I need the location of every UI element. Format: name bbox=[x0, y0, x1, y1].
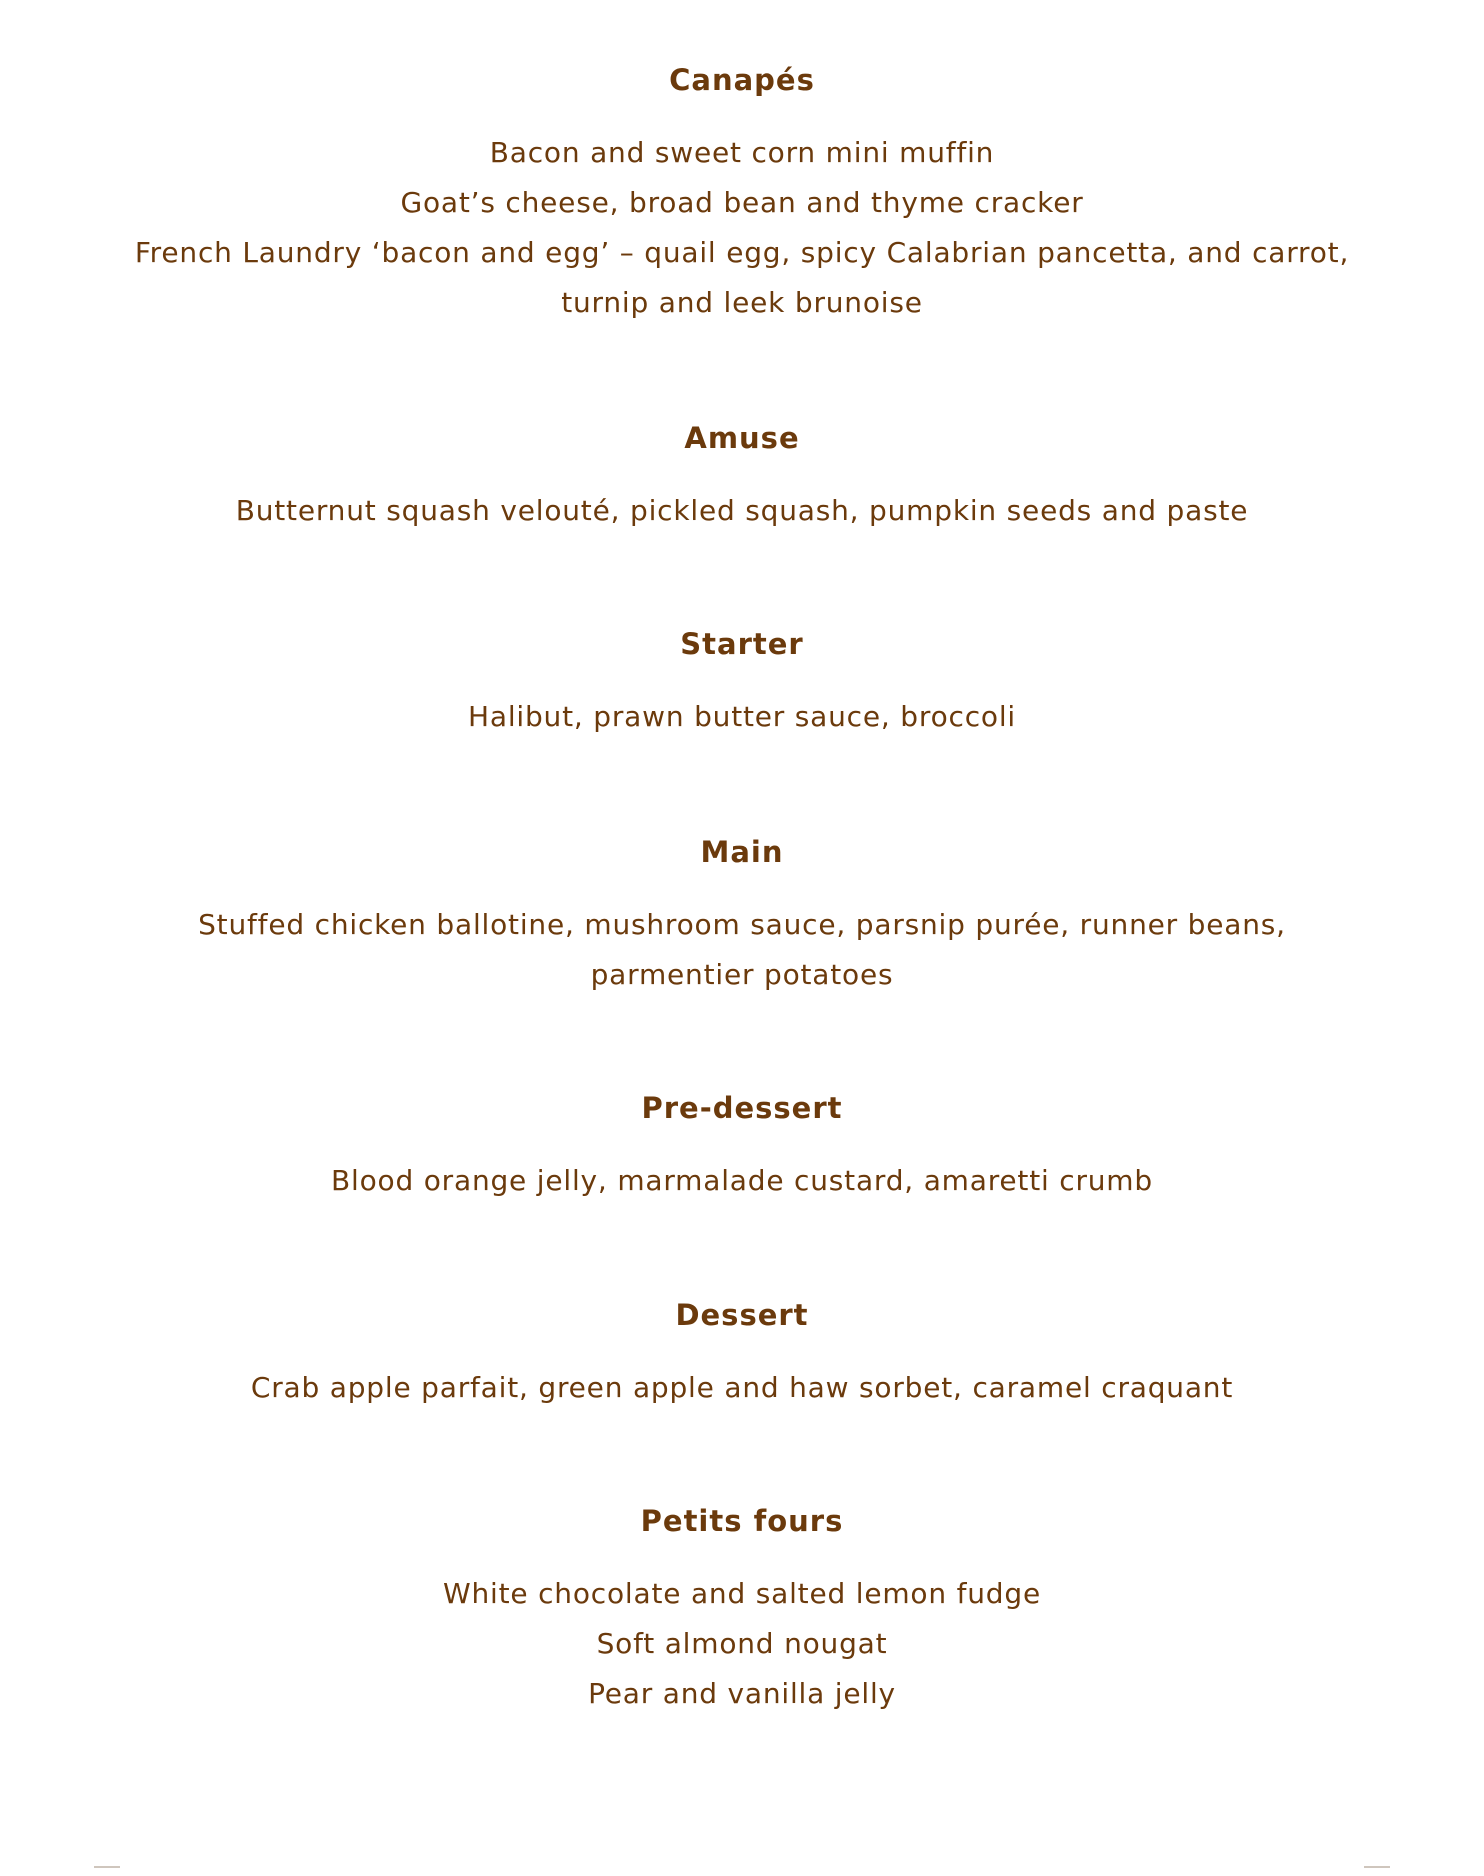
page-corner-mark bbox=[1364, 1866, 1390, 1868]
menu-item: Goat’s cheese, broad bean and thyme cracker bbox=[400, 186, 1084, 219]
section-items bbox=[0, 1156, 1484, 1206]
section-title: Amuse bbox=[684, 421, 800, 455]
section-title: Starter bbox=[680, 627, 804, 661]
section-main bbox=[0, 832, 1484, 1000]
menu-item: White chocolate and salted lemon fudge bbox=[443, 1577, 1041, 1610]
section-starter bbox=[0, 624, 1484, 742]
section-title: Canapés bbox=[669, 63, 815, 97]
menu-item: Stuffed chicken ballotine, mushroom sauce, parsnip purée, runner beans, bbox=[198, 908, 1286, 941]
section-dessert bbox=[0, 1295, 1484, 1413]
section-title: Main bbox=[700, 835, 784, 869]
menu-item: Blood orange jelly, marmalade custard, amaretti crumb bbox=[331, 1164, 1153, 1197]
section-canapes bbox=[0, 60, 1484, 328]
section-title: Pre-dessert bbox=[641, 1091, 843, 1125]
section-petits-fours bbox=[0, 1501, 1484, 1719]
menu-item: Halibut, prawn butter sauce, broccoli bbox=[468, 700, 1016, 733]
section-items bbox=[0, 128, 1484, 328]
menu-item: Crab apple parfait, green apple and haw sorbet, caramel craquant bbox=[250, 1371, 1234, 1404]
section-title: Dessert bbox=[675, 1298, 809, 1332]
section-items bbox=[0, 486, 1484, 536]
section-items bbox=[0, 1569, 1484, 1719]
section-amuse bbox=[0, 418, 1484, 536]
menu-item: parmentier potatoes bbox=[590, 958, 894, 991]
section-items bbox=[0, 900, 1484, 1000]
section-title: Petits fours bbox=[640, 1504, 844, 1538]
section-pre-dessert bbox=[0, 1088, 1484, 1206]
page-corner-mark bbox=[94, 1866, 120, 1868]
menu-item: Bacon and sweet corn mini muffin bbox=[489, 136, 995, 169]
section-items bbox=[0, 1363, 1484, 1413]
menu-item: turnip and leek brunoise bbox=[561, 286, 923, 319]
section-items bbox=[0, 692, 1484, 742]
menu-item: Soft almond nougat bbox=[596, 1627, 888, 1660]
menu-item: French Laundry ‘bacon and egg’ – quail egg, spicy Calabrian pancetta, and carrot, bbox=[134, 236, 1350, 269]
menu-item: Pear and vanilla jelly bbox=[588, 1677, 896, 1710]
menu-item: Butternut squash velouté, pickled squash, pumpkin seeds and paste bbox=[235, 494, 1249, 527]
